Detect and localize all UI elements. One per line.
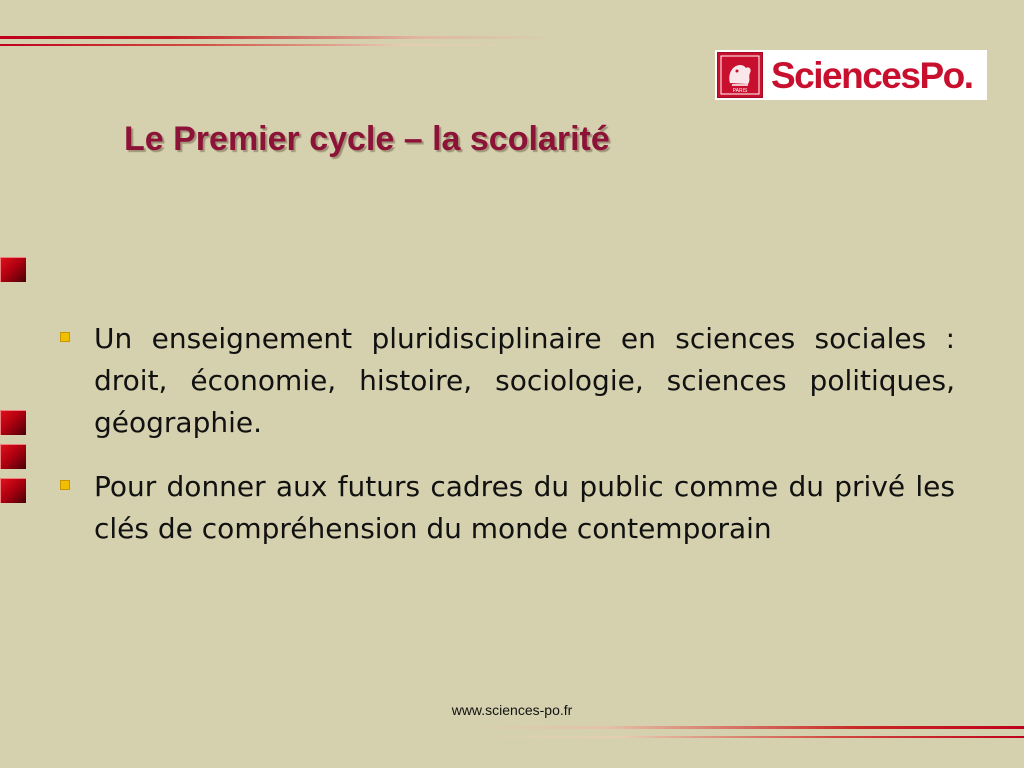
side-decorative-block	[0, 478, 26, 503]
side-decorative-block	[0, 257, 26, 282]
bullet-item	[58, 318, 955, 444]
seal-caption: PARIS	[732, 88, 748, 94]
bullet-square-icon	[60, 480, 70, 490]
slide-title: Le Premier cycle – la scolarité	[124, 120, 610, 158]
sciencespo-seal-icon	[717, 52, 763, 98]
sciencespo-logo	[715, 50, 987, 100]
bottom-decorative-line	[464, 726, 1024, 729]
top-decorative-line-thin	[0, 44, 540, 46]
side-decorative-block	[0, 444, 26, 469]
footer-url-text[interactable]: www.sciences-po.fr	[451, 702, 573, 718]
bullet-text: Pour donner aux futurs cadres du public comme du privé les clés de compréhension du monde contemporain	[94, 470, 955, 545]
top-decorative-line	[0, 36, 560, 39]
bullet-square-icon	[60, 332, 70, 342]
bullet-item	[58, 466, 955, 550]
footer-url	[0, 702, 1024, 718]
logo-wordmark: SciencesPo.	[771, 54, 973, 96]
bullet-text: Un enseignement pluridisciplinaire en sciences sociales : droit, économie, histoire, sociologie, sciences politiques, géographie.	[94, 322, 955, 439]
bottom-decorative-line-thin	[484, 736, 1024, 738]
side-decorative-block	[0, 410, 26, 435]
bullet-list	[58, 318, 955, 572]
